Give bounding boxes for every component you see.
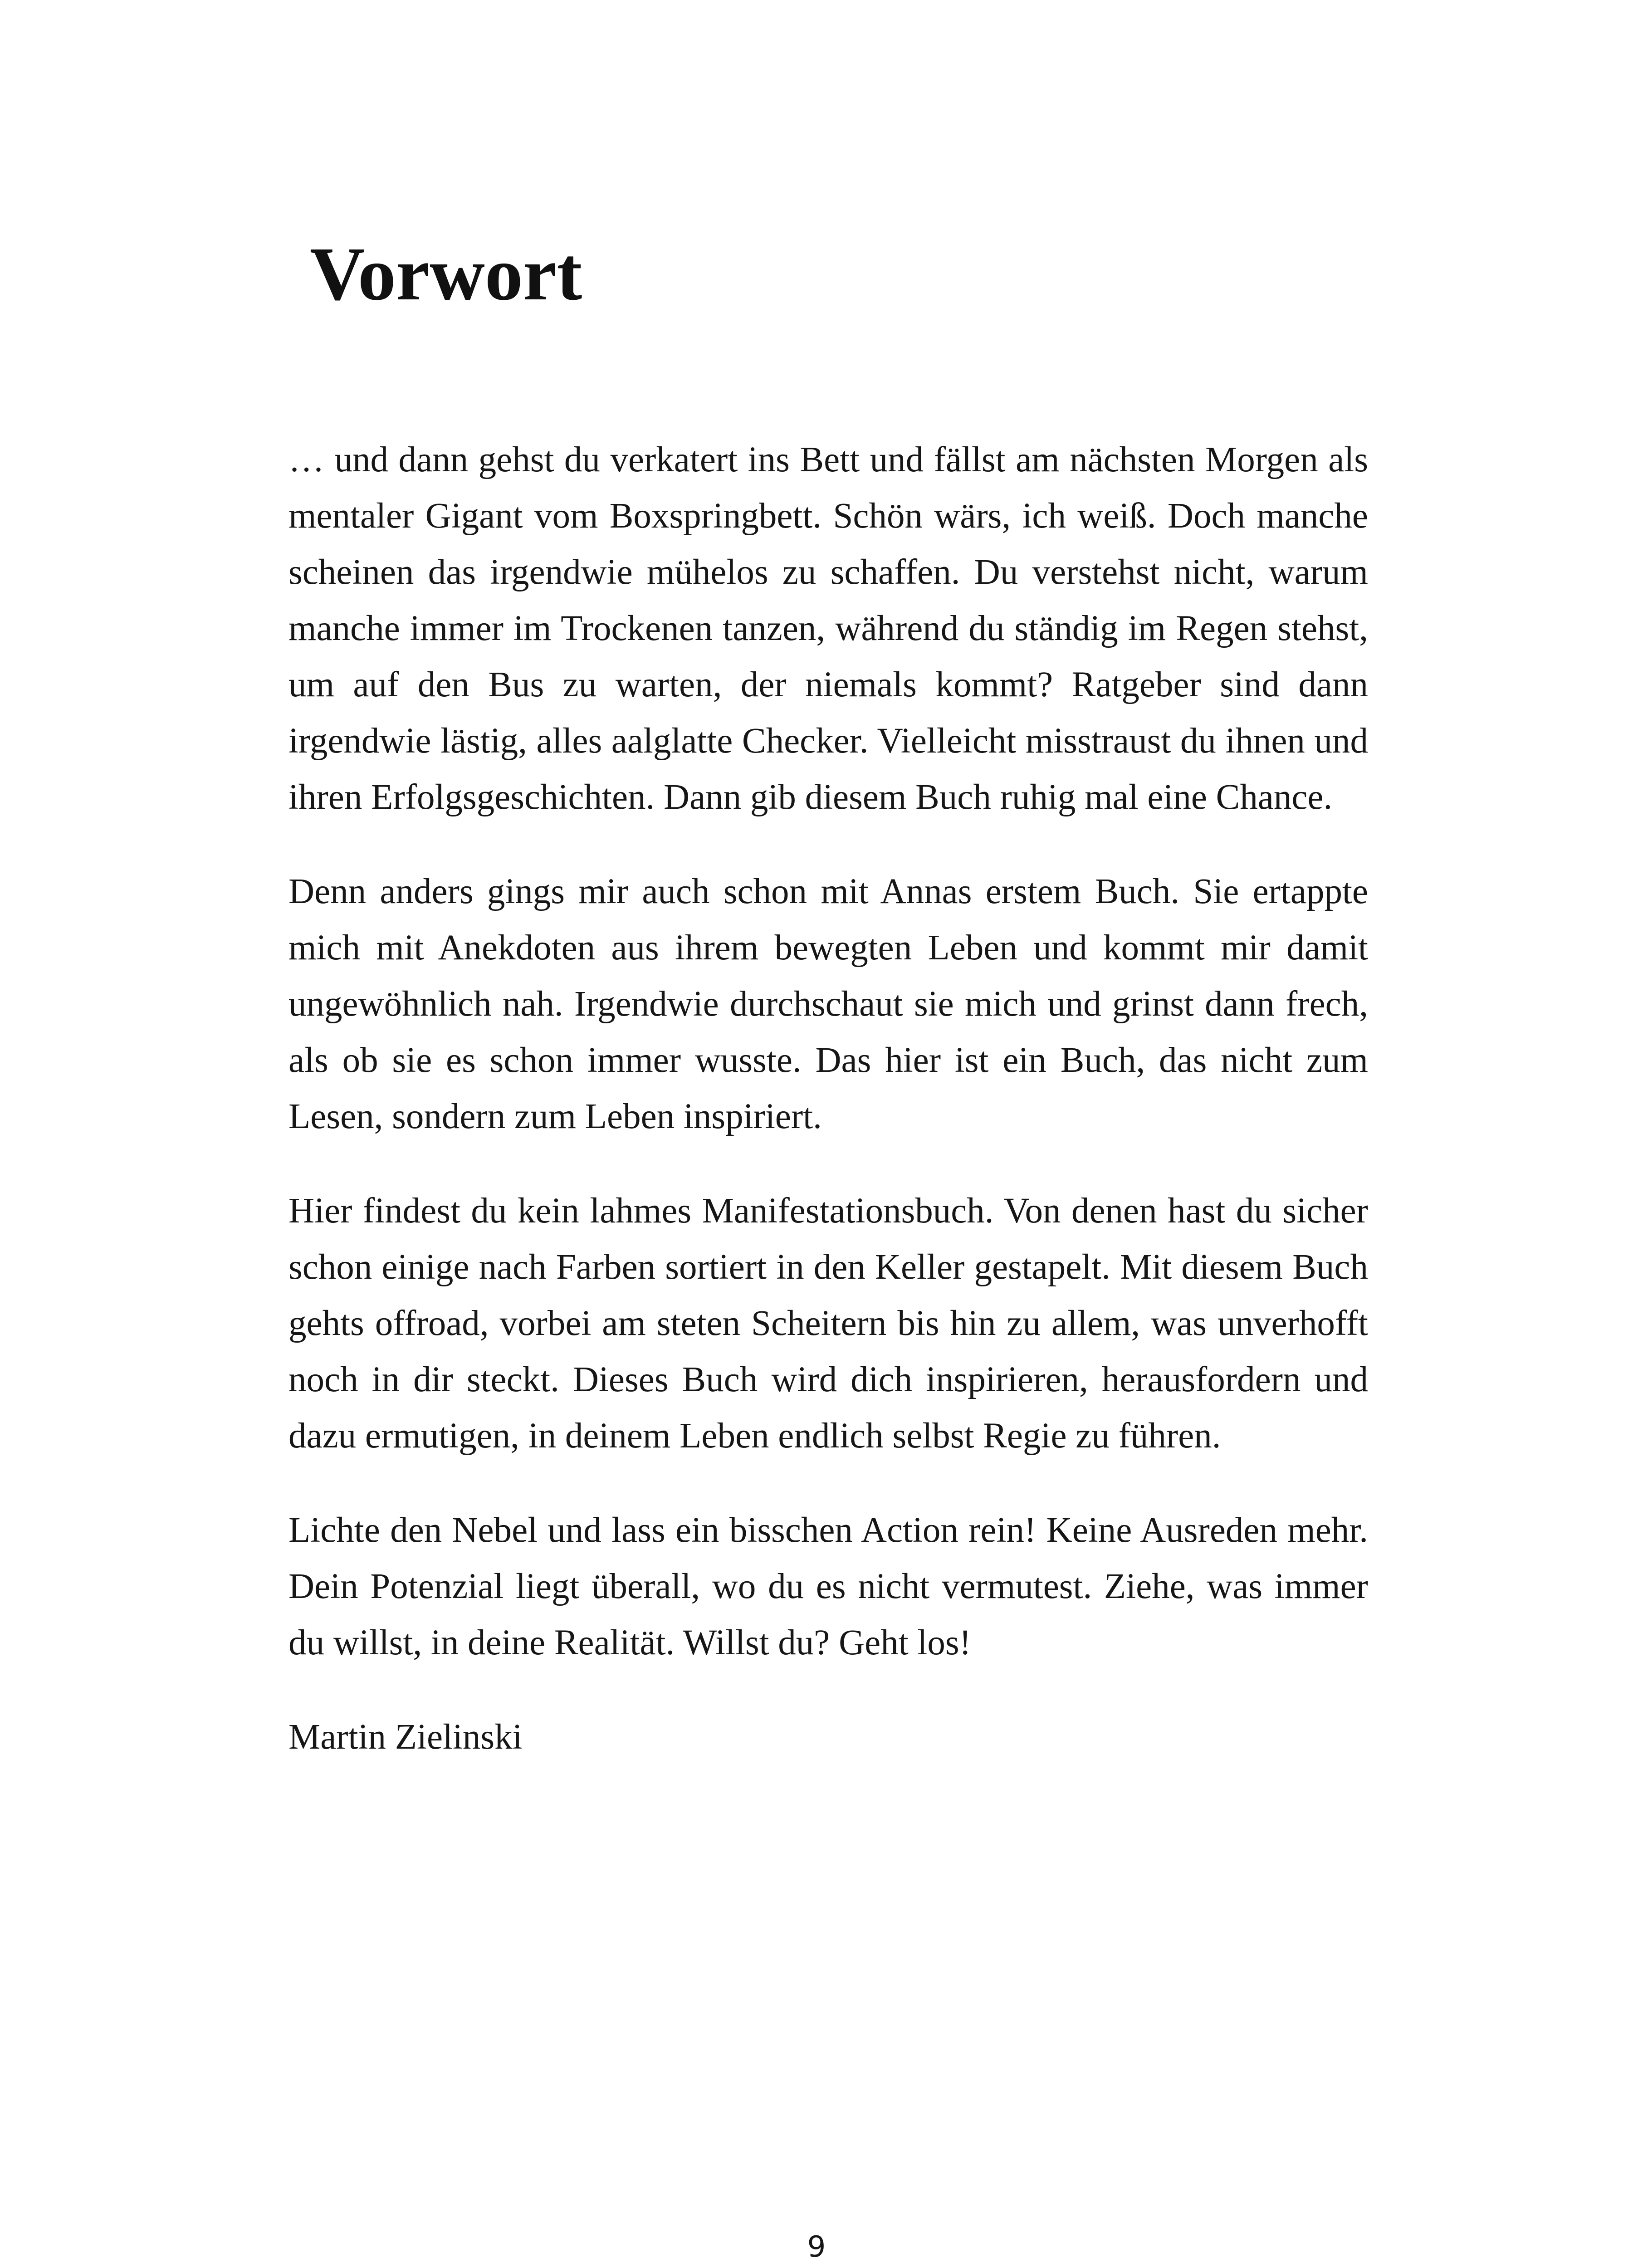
paragraph-4: Lichte den Nebel und lass ein bisschen Action rein! Keine Ausreden mehr. Dein Potenzial liegt überall, wo du es nicht vermutest. Ziehe, was immer du willst, in deine Realität. Willst du? Geht los! xyxy=(288,1510,1368,1662)
paragraph-2: Denn anders gings mir auch schon mit Annas erstem Buch. Sie ertappte mich mit Anekdoten aus ihrem bewegten Leben und kommt mir damit ungewöhnlich nah. Irgendwie durchschaut sie mich und grinst dann frech, als ob sie es schon immer wusste. Das hier ist ein Buch, das nicht zum Lesen, sondern zum Leben inspiriert. xyxy=(288,872,1368,1136)
foreword-body xyxy=(288,432,1368,1765)
page-number: 9 xyxy=(807,2230,826,2264)
paragraph-1: … und dann gehst du verkatert ins Bett und fällst am nächsten Morgen als mentaler Gigant vom Boxspringbett. Schön wärs, ich weiß. Doch manche scheinen das irgendwie mühelos zu schaffen. Du verstehst nicht, warum manche immer im Trockenen tanzen, während du ständig im Regen stehst, um auf den Bus zu warten, der niemals kommt? Ratgeber sind dann irgendwie lästig, alles aalglatte Checker. Vielleicht misstraust du ihnen und ihren Erfolgsgeschichten. Dann gib diesem Buch ruhig mal eine Chance. xyxy=(288,440,1368,817)
chapter-title: Vorwort xyxy=(310,232,582,316)
paragraph-3: Hier findest du kein lahmes Manifestationsbuch. Von denen hast du sicher schon einige nach Farben sortiert in den Keller gestapelt. Mit diesem Buch gehts offroad, vorbei am steten Scheitern bis hin zu allem, was unverhofft noch in dir steckt. Dieses Buch wird dich inspirieren, herausfordern und dazu ermutigen, in deinem Leben endlich selbst Regie zu führen. xyxy=(288,1191,1368,1456)
author-signature: Martin Zielinski xyxy=(288,1717,523,1757)
